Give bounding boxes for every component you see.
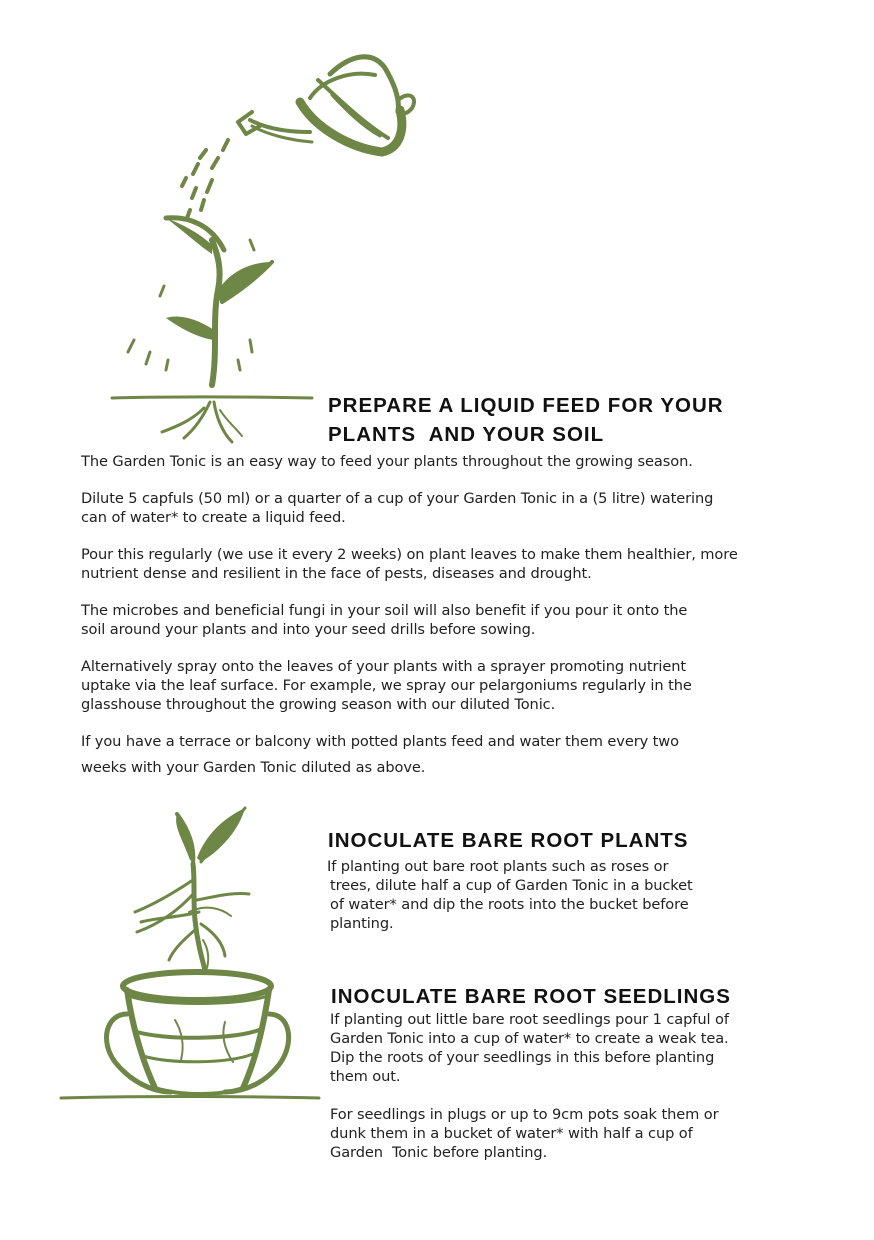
- bucket-icon: [106, 972, 288, 1094]
- heading-line-2: PLANTS AND YOUR SOIL: [328, 423, 605, 446]
- paragraph-microbes-line-2: soil around your plants and into your seed drills before sowing.: [81, 621, 536, 638]
- heading-line-1: PREPARE A LIQUID FEED FOR YOUR: [328, 394, 724, 417]
- seedlings-p1-line-1: If planting out little bare root seedlings pour 1 capful of: [330, 1011, 729, 1028]
- seedlings-p1-line-2: Garden Tonic into a cup of water* to create a weak tea.: [330, 1030, 729, 1047]
- paragraph-spray-line-1: Alternatively spray onto the leaves of your plants with a sprayer promoting nutrient: [81, 658, 687, 675]
- seedlings-p1-line-3: Dip the roots of your seedlings in this before planting: [330, 1049, 715, 1066]
- section-prepare-heading: [328, 391, 724, 449]
- paragraph-terrace-line-1: If you have a terrace or balcony with potted plants feed and water them every two: [81, 733, 679, 750]
- seedlings-p2-line-3: Garden Tonic before planting.: [330, 1144, 548, 1161]
- section-bare-root-plants-body: [327, 857, 747, 933]
- bucket-illustration: [55, 800, 325, 1110]
- bare-root-plants-line-1: If planting out bare root plants such as roses or: [327, 858, 669, 875]
- section-bare-root-seedlings-body: [330, 1010, 770, 1162]
- paragraph-spray-line-3: glasshouse throughout the growing season with our diluted Tonic.: [81, 696, 556, 713]
- watering-can-illustration: [100, 40, 430, 450]
- paragraph-spray-line-2: uptake via the leaf surface. For example, we spray our pelargoniums regularly in the: [81, 677, 692, 694]
- paragraph-pour-line-1: Pour this regularly (we use it every 2 weeks) on plant leaves to make them healthier, more: [81, 546, 738, 563]
- section-prepare-body: [81, 452, 781, 777]
- paragraph-pour-line-2: nutrient dense and resilient in the face of pests, diseases and drought.: [81, 565, 592, 582]
- paragraph-dilute-line-2: can of water* to create a liquid feed.: [81, 509, 346, 526]
- paragraph-dilute-line-1: Dilute 5 capfuls (50 ml) or a quarter of a cup of your Garden Tonic in a (5 litre) watering: [81, 490, 714, 507]
- seedlings-p2-line-1: For seedlings in plugs or up to 9cm pots soak them or: [330, 1106, 719, 1123]
- seedlings-p1-line-4: them out.: [330, 1068, 401, 1085]
- bare-root-plants-line-3: of water* and dip the roots into the bucket before: [330, 896, 689, 913]
- bare-root-plants-line-2: trees, dilute half a cup of Garden Tonic in a bucket: [330, 877, 693, 894]
- bare-root-plants-line-4: planting.: [330, 915, 394, 932]
- paragraph-terrace-line-2: weeks with your Garden Tonic diluted as above.: [81, 759, 426, 776]
- section-bare-root-seedlings-heading: INOCULATE BARE ROOT SEEDLINGS: [331, 985, 731, 1008]
- paragraph-intro: The Garden Tonic is an easy way to feed your plants throughout the growing season.: [81, 453, 693, 470]
- seedling-icon: [128, 218, 272, 385]
- seedlings-p2-line-2: dunk them in a bucket of water* with half a cup of: [330, 1125, 693, 1142]
- water-drops: [182, 140, 228, 218]
- bare-root-plant-icon: [135, 808, 249, 970]
- paragraph-microbes-line-1: The microbes and beneficial fungi in your soil will also benefit if you pour it onto the: [81, 602, 688, 619]
- watering-can-icon: [238, 57, 414, 152]
- section-bare-root-plants-heading: INOCULATE BARE ROOT PLANTS: [328, 829, 689, 852]
